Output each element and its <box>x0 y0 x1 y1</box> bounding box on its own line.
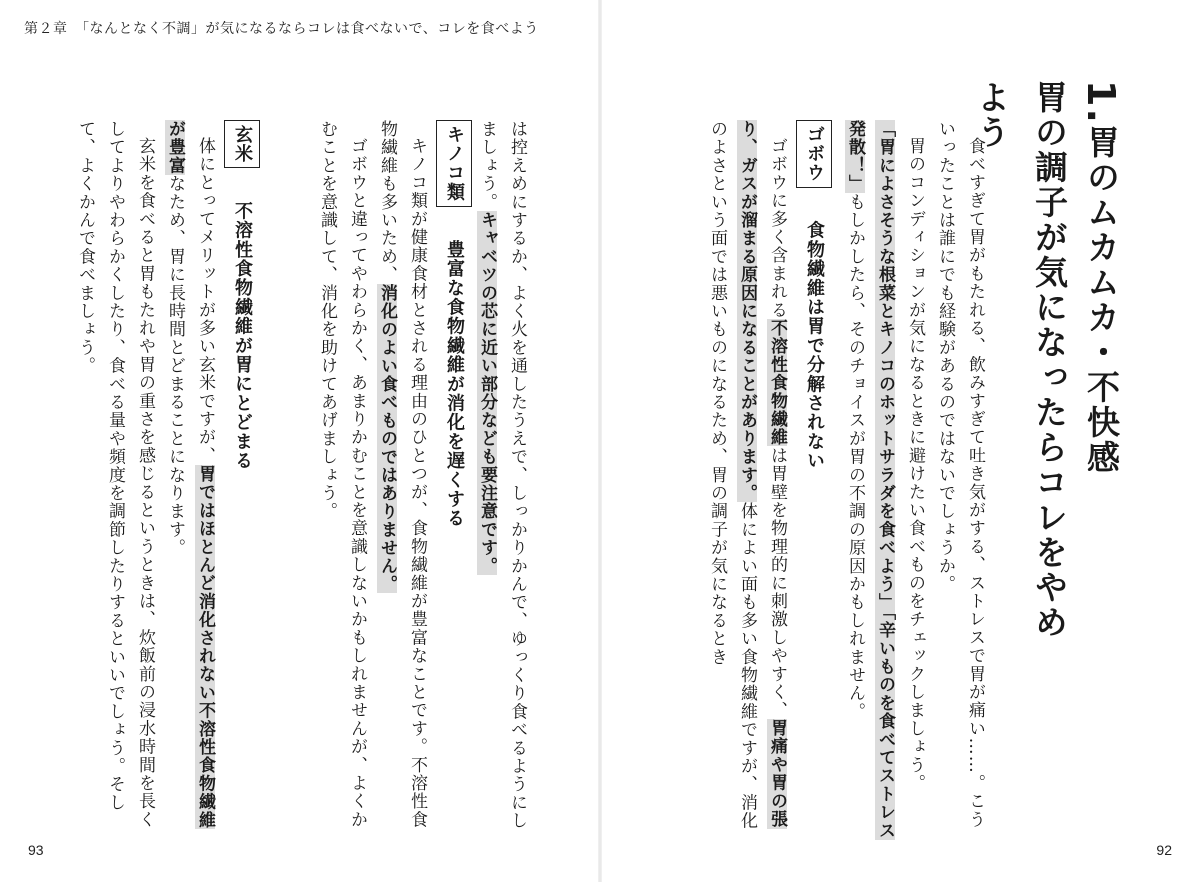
gobo-heading-line <box>796 120 832 840</box>
kinoko-tag: キノコ類 <box>436 120 472 207</box>
kinoko-section <box>262 120 532 840</box>
genmai-tag: 玄米 <box>224 120 260 168</box>
gobo-text-1: ゴボウに多く含まれる <box>767 137 787 319</box>
intro-paragraph-1: 食べすぎて胃がもたれる、飲みすぎて吐き気がする、ストレスで胃が痛い……。こういったことは誰にでも経験があるのではないでしょうか。 <box>935 120 985 829</box>
kinoko-highlight-1: 消化のよい食べものではありません。 <box>377 283 397 594</box>
kinoko-continuation <box>472 120 532 840</box>
kinoko-body-2: ゴボウと違ってやわらかく、あまりかむことを意識しないかもしれませんが、よくかむことを意識して、消化を助けてあげましょう。 <box>317 120 367 829</box>
kinoko-text-0: は控えめにするか、よく火を通したうえで、しっかりかんで、ゆっくり食べるようにしましょう。 <box>477 120 527 830</box>
intro-highlight: 「胃によさそうな根菜とキノコのホットサラダを食べよう」「辛いものを食べてストレス発散！」 <box>845 120 895 840</box>
genmai-body-2: 玄米を食べると胃もたれや胃の重さを感じるというときは、炊飯前の浸水時間を長くしてよりやわらかくしたり、食べる量や頻度を調節したりするといいでしょう。そして、よくかんで食べましょう。 <box>75 120 155 829</box>
kinoko-text-1: キノコ類が健康食材とされる理由のひとつが、食物繊維が豊富なことです。不溶性食物繊維も多いため、 <box>377 120 427 829</box>
chapter-number: 1. <box>1079 80 1123 125</box>
intro-section <box>840 120 990 840</box>
title-line-2: 胃の調子が気になったらコレをやめよう <box>972 80 1069 640</box>
kinoko-highlight-0: キャベツの芯に近い部分なども要注意です。 <box>477 211 497 575</box>
gobo-heading: 食物繊維は胃で分解されない <box>804 220 825 471</box>
gobo-section <box>682 120 832 840</box>
page-number-right: 92 <box>1156 842 1172 858</box>
kinoko-heading-line <box>436 120 472 840</box>
gobo-highlight-1: 不溶性食物繊維 <box>767 319 787 447</box>
gobo-text-3: 体によい面も多い食物繊維ですが、消化のよさという面では悪いものになるため、胃の調子が気になるとき <box>707 120 757 830</box>
genmai-highlight-1: 胃ではほとんど消化されない不溶性食物繊維が豊富 <box>165 120 215 829</box>
gobo-text-2: は胃壁を物理的に刺激しやすく、 <box>767 446 787 720</box>
genmai-heading: 不溶性食物繊維が胃にとどまる <box>232 201 253 471</box>
intro-text: もしかしたら、そのチョイスが胃の不調の原因かもしれません。 <box>845 192 865 721</box>
intro-paragraph-2: 胃のコンディションが気になるときに避けたい食べものをチェックしましょう。 <box>905 137 925 793</box>
gobo-body <box>702 120 792 840</box>
genmai-text-2: なため、胃に長時間とどまることになります。 <box>165 174 185 557</box>
intro-paragraph-3 <box>840 120 900 840</box>
genmai-body <box>160 120 220 840</box>
genmai-heading-line <box>224 120 260 840</box>
kinoko-body <box>372 120 432 840</box>
genmai-section <box>60 120 260 840</box>
genmai-text-1: 体にとってメリットが多い玄米ですが、 <box>195 137 215 465</box>
chapter-title <box>972 80 1130 640</box>
running-head: 第２章 「なんとなく不調」が気になるならコレは食べないで、コレを食べよう <box>24 21 539 37</box>
page-number-left: 93 <box>28 842 44 858</box>
gobo-highlight-2: 胃痛や胃の張り、ガスが溜まる原因になることがあります。 <box>737 120 787 829</box>
kinoko-heading: 豊富な食物繊維が消化を遅くする <box>444 240 465 529</box>
title-line-1: 胃のムカムカ・不快感 <box>1082 124 1121 475</box>
gobo-tag: ゴボウ <box>796 120 832 188</box>
